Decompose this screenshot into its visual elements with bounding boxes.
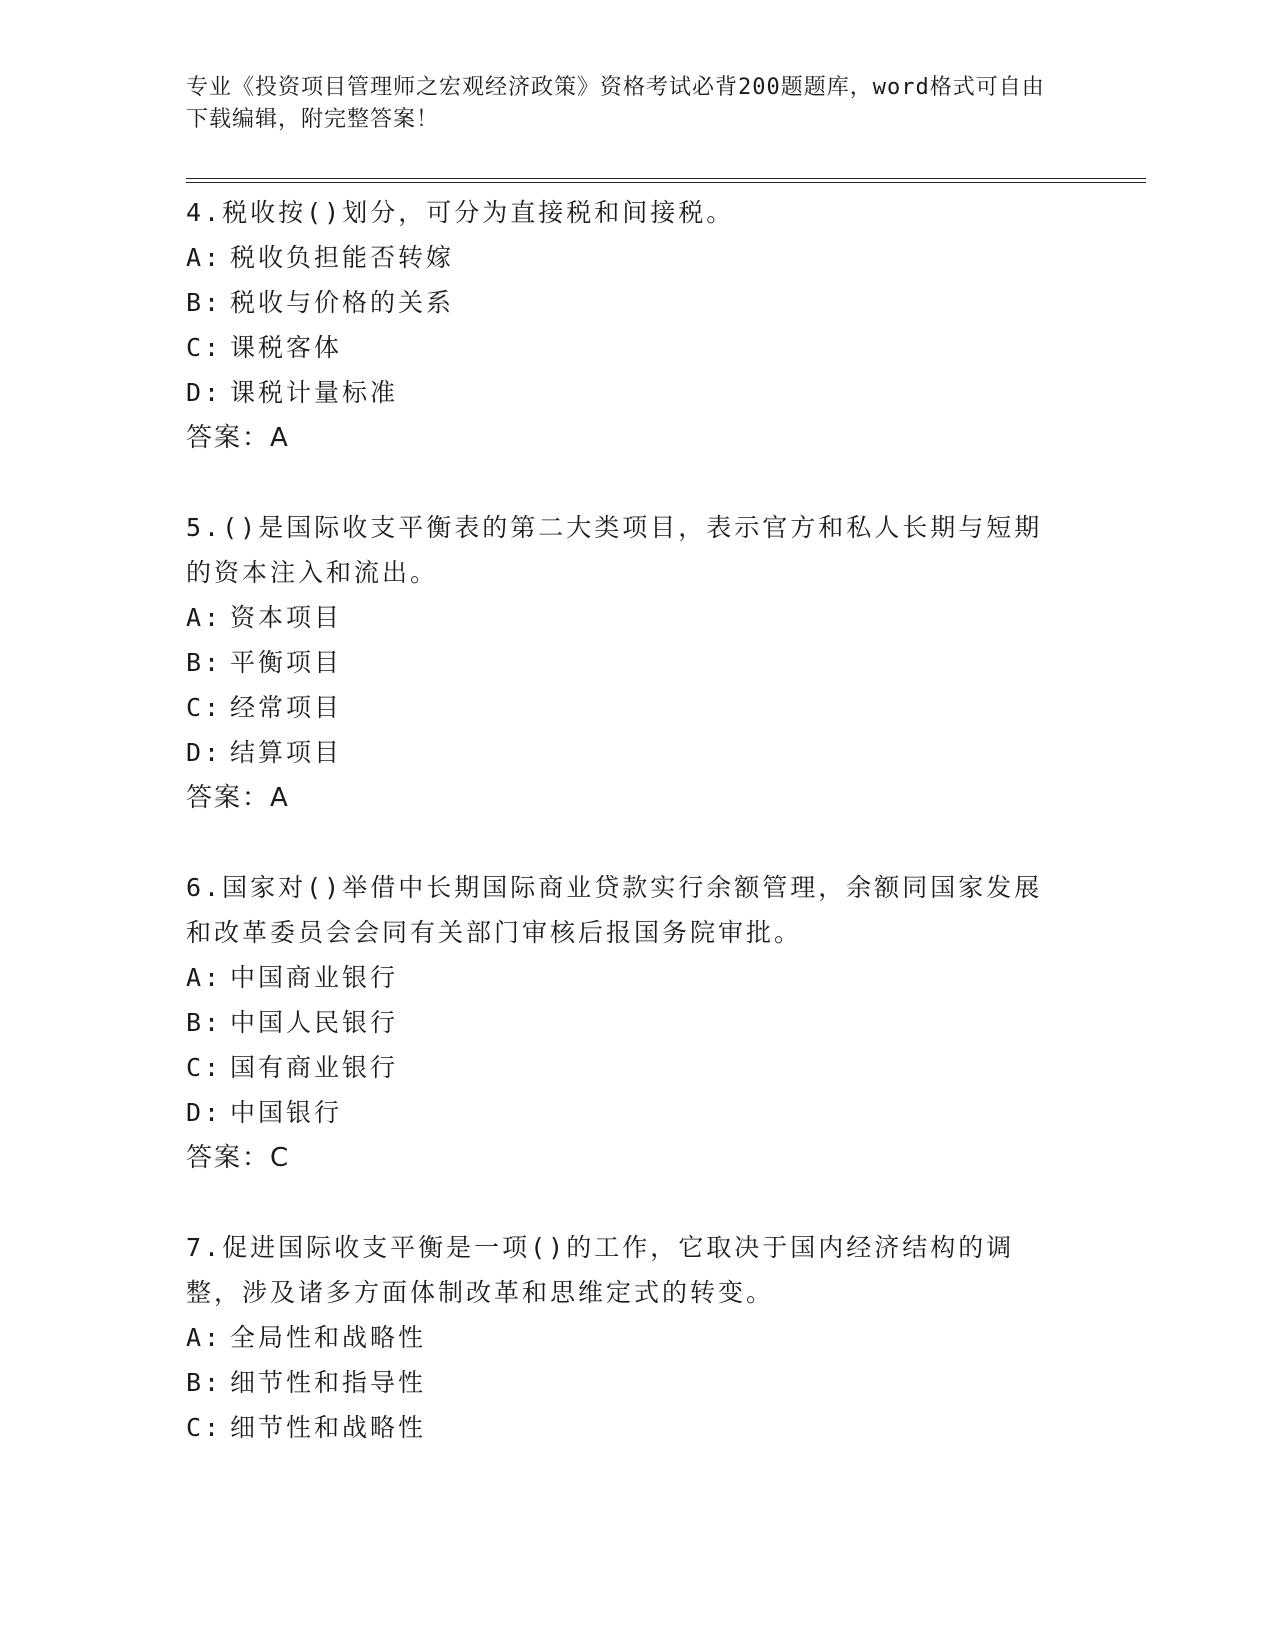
option-text: 细节性和战略性 — [230, 1413, 427, 1442]
option-letter: D: — [186, 378, 223, 407]
option-letter: A: — [186, 243, 223, 272]
option-text: 全局性和战略性 — [230, 1323, 427, 1352]
option-text: 资本项目 — [230, 603, 343, 632]
header-divider-bottom — [186, 182, 1146, 183]
option-text: 国有商业银行 — [230, 1053, 399, 1082]
option-a — [186, 595, 1066, 640]
question-item — [186, 1225, 1066, 1450]
option-b — [186, 1360, 1066, 1405]
option-letter: A: — [186, 603, 223, 632]
option-letter: D: — [186, 738, 223, 767]
option-d — [186, 370, 1066, 415]
option-letter: C: — [186, 693, 223, 722]
answer-line: 答案：A — [186, 783, 290, 813]
option-letter: B: — [186, 1368, 223, 1397]
option-c — [186, 685, 1066, 730]
question-stem: 6.国家对()举借中长期国际商业贷款实行余额管理，余额同国家发展和改革委员会会同有关部门审核后报国务院审批。 — [186, 873, 1043, 947]
option-text: 中国银行 — [230, 1098, 343, 1127]
option-text: 课税计量标准 — [230, 378, 399, 407]
question-stem: 7.促进国际收支平衡是一项()的工作，它取决于国内经济结构的调整，涉及诸多方面体制改革和思维定式的转变。 — [186, 1233, 1015, 1307]
option-letter: D: — [186, 1098, 223, 1127]
question-stem: 5.()是国际收支平衡表的第二大类项目，表示官方和私人长期与短期的资本注入和流出。 — [186, 513, 1043, 587]
option-letter: B: — [186, 288, 223, 317]
document-header: 专业《投资项目管理师之宏观经济政策》资格考试必背200题题库，word格式可自由下载编辑，附完整答案！ — [186, 75, 1045, 132]
option-text: 中国商业银行 — [230, 963, 399, 992]
option-text: 中国人民银行 — [230, 1008, 399, 1037]
option-a — [186, 955, 1066, 1000]
question-item — [186, 190, 1066, 461]
option-text: 平衡项目 — [230, 648, 343, 677]
option-letter: C: — [186, 333, 223, 362]
option-text: 经常项目 — [230, 693, 343, 722]
option-text: 课税客体 — [230, 333, 343, 362]
question-stem: 4.税收按()划分，可分为直接税和间接税。 — [186, 198, 735, 227]
option-letter: A: — [186, 1323, 223, 1352]
option-b — [186, 640, 1066, 685]
option-letter: C: — [186, 1413, 223, 1442]
option-letter: B: — [186, 648, 223, 677]
option-letter: B: — [186, 1008, 223, 1037]
option-text: 结算项目 — [230, 738, 343, 767]
option-letter: C: — [186, 1053, 223, 1082]
option-letter: A: — [186, 963, 223, 992]
option-text: 细节性和指导性 — [230, 1368, 427, 1397]
header-divider-top — [186, 178, 1146, 179]
answer-line: 答案：A — [186, 423, 290, 453]
question-list — [186, 190, 1066, 1450]
answer-line: 答案：C — [186, 1143, 291, 1173]
option-a — [186, 1315, 1066, 1360]
option-b — [186, 1000, 1066, 1045]
question-item — [186, 865, 1066, 1181]
option-text: 税收负担能否转嫁 — [230, 243, 455, 272]
question-item — [186, 505, 1066, 821]
option-c — [186, 1045, 1066, 1090]
option-d — [186, 1090, 1066, 1135]
option-c — [186, 1405, 1066, 1450]
option-b — [186, 280, 1066, 325]
option-c — [186, 325, 1066, 370]
option-text: 税收与价格的关系 — [230, 288, 455, 317]
option-a — [186, 235, 1066, 280]
option-d — [186, 730, 1066, 775]
